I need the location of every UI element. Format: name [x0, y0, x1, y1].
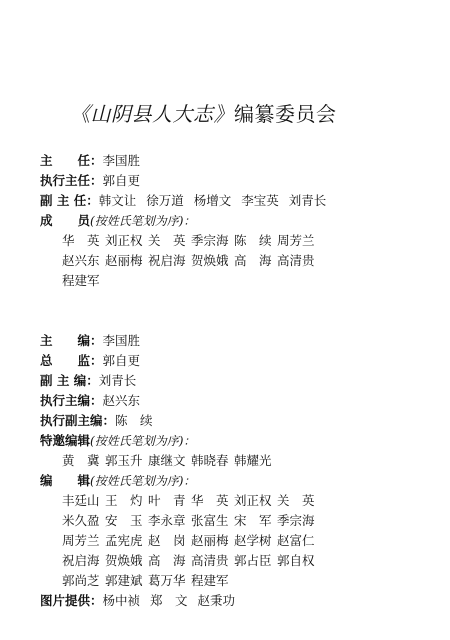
editor-name: 郭自权 — [277, 553, 315, 568]
photo-credits-label: 图片提供： — [40, 593, 103, 608]
member-name: 高 海 — [234, 253, 272, 268]
editor-name: 祝启海 — [62, 553, 100, 568]
editor-name: 赵 岗 — [148, 533, 186, 548]
editors-line-5 — [62, 572, 234, 589]
deputy-name: 李宝英 — [241, 193, 279, 208]
editors-line-2 — [62, 512, 320, 529]
editors-label: 编 辑 — [40, 473, 91, 488]
invited-editor-name: 康继文 — [148, 453, 186, 468]
photo-credits-row — [40, 592, 245, 609]
exec-chief-name: 赵兴东 — [102, 393, 141, 408]
invited-editors-line — [62, 452, 277, 469]
deputy-chief-name: 刘青长 — [98, 373, 137, 388]
invited-editor-name: 郭玉升 — [105, 453, 143, 468]
editor-name: 郭尚芝 — [62, 573, 100, 588]
exec-chief-row — [40, 392, 140, 409]
member-name: 赵丽梅 — [105, 253, 143, 268]
editor-name: 米久盈 — [62, 513, 100, 528]
members-line-3 — [62, 272, 105, 289]
editor-name: 李永章 — [148, 513, 186, 528]
members-note: (按姓氏笔划为序)： — [90, 214, 196, 228]
editor-name: 贺焕娥 — [105, 553, 143, 568]
editor-name: 葛万华 — [148, 573, 186, 588]
member-name: 贺焕娥 — [191, 253, 229, 268]
editor-name: 刘正权 — [234, 493, 272, 508]
director-name: 李国胜 — [102, 153, 141, 168]
director-row — [40, 152, 140, 169]
invited-editor-name: 韩晓春 — [191, 453, 229, 468]
member-name: 高清贵 — [277, 253, 315, 268]
photographer-name: 赵秉功 — [197, 593, 236, 608]
exec-deputy-label: 执行副主编： — [40, 413, 116, 428]
deputy-name: 徐万道 — [146, 193, 184, 208]
member-name: 赵兴东 — [62, 253, 100, 268]
invited-editors-note: (按姓氏笔划为序)： — [90, 434, 196, 448]
member-name: 关 英 — [148, 233, 186, 248]
editor-name: 华 英 — [191, 493, 229, 508]
editor-name: 郭建斌 — [105, 573, 143, 588]
director-label: 主 任： — [40, 153, 103, 168]
editor-name: 高 海 — [148, 553, 186, 568]
member-name: 周芳兰 — [277, 233, 315, 248]
invited-editor-name: 韩耀光 — [234, 453, 272, 468]
supervisor-name: 郭自更 — [102, 353, 141, 368]
book-title: 《山阴县人大志》 — [70, 102, 234, 126]
member-name: 季宗海 — [191, 233, 229, 248]
photographer-name: 杨中祯 — [102, 593, 141, 608]
editor-name: 安 玉 — [105, 513, 143, 528]
editor-name: 孟宪虎 — [105, 533, 143, 548]
deputy-name: 韩文让 — [98, 193, 137, 208]
supervisor-label: 总 监： — [40, 353, 103, 368]
chief-editor-name: 李国胜 — [102, 333, 141, 348]
editors-line-1 — [62, 492, 320, 509]
photographer-name: 郑 文 — [150, 593, 188, 608]
deputy-director-label: 副 主 任： — [40, 193, 99, 208]
deputy-chief-row — [40, 372, 136, 389]
exec-director-label: 执行主任： — [40, 173, 103, 188]
members-label: 成 员 — [40, 213, 91, 228]
deputy-director-row — [40, 192, 336, 209]
editors-line-3 — [62, 532, 320, 549]
member-name: 祝启海 — [148, 253, 186, 268]
invited-editors-label: 特邀编辑 — [40, 433, 91, 448]
deputy-name: 刘青长 — [288, 193, 327, 208]
invited-editor-name: 黄 冀 — [62, 453, 100, 468]
editors-line-4 — [62, 552, 320, 569]
editor-name: 高清贵 — [191, 553, 229, 568]
members-line-2 — [62, 252, 320, 269]
editor-name: 赵学树 — [234, 533, 272, 548]
deputy-chief-label: 副 主 编： — [40, 373, 99, 388]
member-name: 程建军 — [62, 273, 100, 288]
member-name: 华 英 — [62, 233, 100, 248]
chief-editor-row — [40, 332, 140, 349]
editor-name: 周芳兰 — [62, 533, 100, 548]
editors-note: (按姓氏笔划为序)： — [90, 474, 196, 488]
exec-director-name: 郭自更 — [102, 173, 141, 188]
editor-name: 叶 青 — [148, 493, 186, 508]
editor-name: 季宗海 — [277, 513, 315, 528]
committee-title: 编纂委员会 — [234, 102, 337, 126]
editors-row — [40, 472, 195, 490]
editor-name: 丰廷山 — [62, 493, 100, 508]
editor-name: 赵丽梅 — [191, 533, 229, 548]
editor-name: 赵富仁 — [277, 533, 315, 548]
editor-name: 程建军 — [191, 573, 229, 588]
members-line-1 — [62, 232, 320, 249]
exec-director-row — [40, 172, 140, 189]
exec-chief-label: 执行主编： — [40, 393, 103, 408]
member-name: 刘正权 — [105, 233, 143, 248]
editor-name: 郭占臣 — [234, 553, 272, 568]
exec-deputy-name: 陈 续 — [115, 413, 153, 428]
page-title — [70, 98, 410, 127]
chief-editor-label: 主 编： — [40, 333, 103, 348]
editor-name: 张富生 — [191, 513, 229, 528]
invited-editors-row — [40, 432, 195, 450]
editor-name: 宋 军 — [234, 513, 272, 528]
member-name: 陈 续 — [234, 233, 272, 248]
members-row — [40, 212, 195, 230]
editor-name: 王 灼 — [105, 493, 143, 508]
exec-deputy-row — [40, 412, 153, 429]
supervisor-row — [40, 352, 140, 369]
deputy-name: 杨增文 — [193, 193, 232, 208]
editor-name: 关 英 — [277, 493, 315, 508]
